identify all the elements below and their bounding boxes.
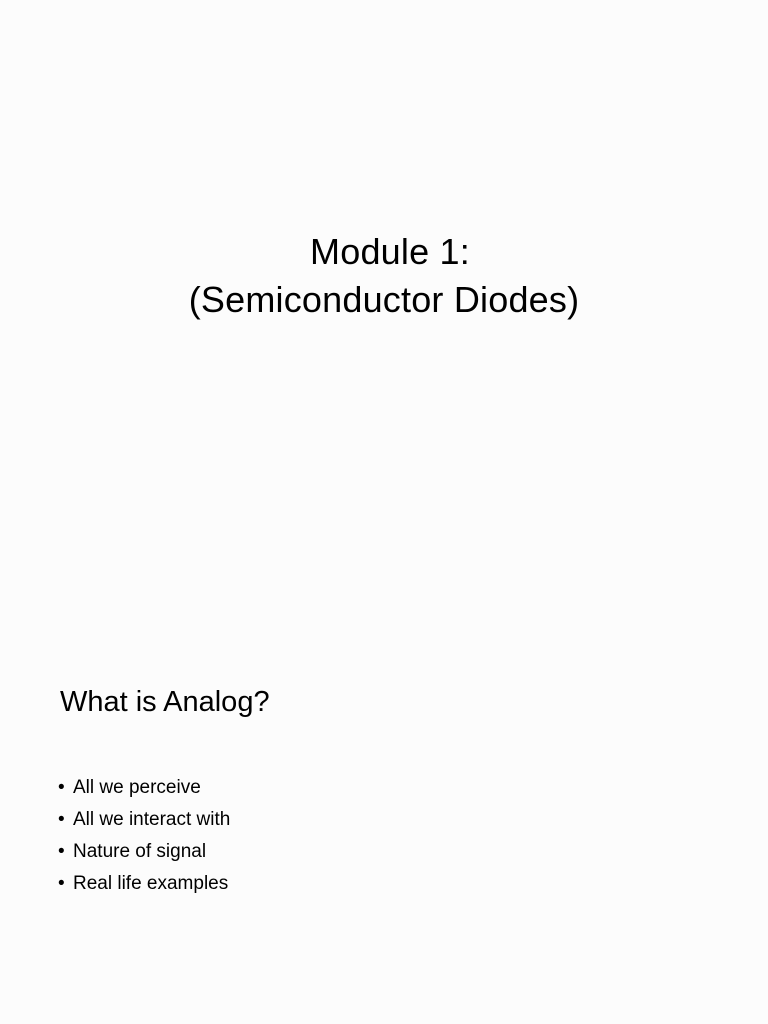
bullet-text: All we interact with xyxy=(73,809,231,830)
bullet-text: Nature of signal xyxy=(73,841,207,862)
list-item xyxy=(58,804,230,836)
bullet-icon: • xyxy=(58,841,65,862)
bullet-text: All we perceive xyxy=(73,777,201,798)
section-heading: What is Analog? xyxy=(60,686,270,718)
slide-title-line-2: (Semiconductor Diodes) xyxy=(188,279,580,320)
bullet-icon: • xyxy=(58,873,65,894)
bullet-text: Real life examples xyxy=(73,873,229,894)
bullet-list xyxy=(58,772,230,900)
slide-title-line-1: Module 1: xyxy=(310,231,470,272)
list-item xyxy=(58,772,230,804)
bullet-icon: • xyxy=(58,777,65,798)
bullet-icon: • xyxy=(58,809,65,830)
title-slide xyxy=(0,228,768,358)
list-item xyxy=(58,836,230,868)
list-item xyxy=(58,868,230,900)
analog-slide xyxy=(0,660,768,940)
